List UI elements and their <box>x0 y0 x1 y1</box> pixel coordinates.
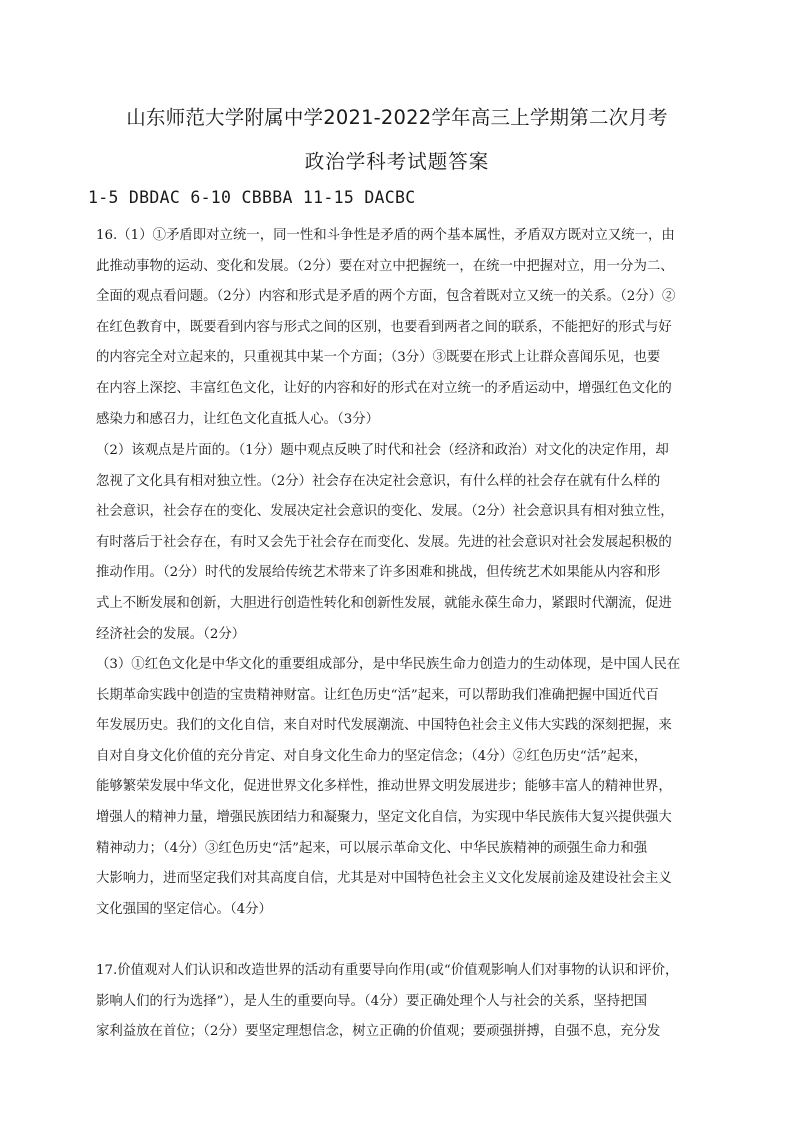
text-line: 精神动力；（4分）③红色历史“活”起来，可以展示革命文化、中华民族精神的顽强生命力和强 <box>96 840 648 856</box>
text-line: 在红色教育中，既要看到内容与形式之间的区别，也要看到两者之间的联系，不能把好的形式与好 <box>96 319 672 335</box>
text-line: 全面的观点看问题。（2分）内容和形式是矛盾的两个方面，包含着既对立又统一的关系。（2分）② <box>96 289 676 305</box>
text-line: 文化强国的坚定信心。（4分） <box>96 901 272 917</box>
text-line: 增强人的精神力量，增强民族团结力和凝聚力，坚定文化自信，为实现中华民族伟大复兴提供强大 <box>96 809 672 825</box>
text-line: 在内容上深挖、丰富红色文化，让好的内容和好的形式在对立统一的矛盾运动中，增强红色文化的 <box>96 380 672 396</box>
text-line: 自对自身文化价值的充分肯定、对自身文化生命力的坚定信念；（4分）②红色历史“活”起来， <box>96 748 648 764</box>
text-line: 家利益放在首位；（2分）要坚定理想信念，树立正确的价值观；要顽强拼搏，自强不息，充分发 <box>96 1024 661 1040</box>
document-title: 山东师范大学附属中学2021-2022学年高三上学期第二次月考 <box>126 106 668 129</box>
text-line: （2）该观点是片面的。（1分）题中观点反映了时代和社会（经济和政治）对文化的决定作用，却 <box>96 443 669 458</box>
text-line: 感染力和感召力，让红色文化直抵人心。（3分） <box>96 411 380 427</box>
text-line: （3）①红色文化是中华文化的重要组成部分，是中华民族生命力创造力的生动体现，是中国人民在 <box>96 657 681 672</box>
text-line: 能够繁荣发展中华文化，促进世界文化多样性，推动世界文明发展进步；能够丰富人的精神世界， <box>96 779 672 795</box>
text-line: 大影响力，进而坚定我们对其高度自信，尤其是对中国特色社会主义文化发展前途及建设社会主义 <box>96 871 672 887</box>
q16-part3-paragraph <box>96 650 706 925</box>
text-line: 忽视了文化具有相对独立性。（2分）社会存在决定社会意识，有什么样的社会存在就有什么样的 <box>96 473 661 489</box>
text-line: 长期革命实践中创造的宝贵精神财富。让红色历史“活”起来，可以帮助我们准确把握中国近代百 <box>96 687 659 703</box>
text-line: 式上不断发展和创新，大胆进行创造性转化和创新性发展，就能永葆生命力，紧跟时代潮流，促进 <box>96 595 672 611</box>
text-line: 此推动事物的运动、变化和发展。（2分）要在对立中把握统一，在统一中把握对立，用一分为二、 <box>96 258 674 274</box>
q16-part1-paragraph <box>96 221 706 435</box>
text-line: 经济社会的发展。（2分） <box>96 626 246 642</box>
text-line: 有时落后于社会存在，有时又会先于社会存在而变化、发展。先进的社会意识对社会发展起积极的 <box>96 534 672 550</box>
text-line: 16.（1）①矛盾即对立统一，同一性和斗争性是矛盾的两个基本属性，矛盾双方既对立又统一，由 <box>96 228 675 243</box>
q16-part2-paragraph <box>96 436 706 650</box>
text-line: 社会意识，社会存在的变化、发展决定社会意识的变化、发展。（2分）社会意识具有相对独立性， <box>96 504 674 520</box>
text-line: 推动作用。（2分）时代的发展给传统艺术带来了许多困难和挑战，但传统艺术如果能从内容和形 <box>96 565 661 581</box>
text-line: 的内容完全对立起来的，只重视其中某一个方面；（3分）③既要在形式上让群众喜闻乐见，也要 <box>96 350 661 366</box>
text-line: 影响人们的行为选择”），是人生的重要向导。（4分）要正确处理个人与社会的关系，坚持把国 <box>96 993 647 1009</box>
document-subtitle: 政治学科考试题答案 <box>304 150 490 173</box>
text-line: 年发展历史。我们的文化自信，来自对时代发展潮流、中国特色社会主义伟大实践的深刻把握，来 <box>96 718 672 734</box>
choice-answers: 1-5 DBDAC 6-10 CBBBA 11-15 DACBC <box>88 188 416 207</box>
text-line: 17.价值观对人们认识和改造世界的活动有重要导向作用(或“价值观影响人们对事物的认识和评价， <box>96 963 679 978</box>
q17-paragraph <box>96 956 706 1048</box>
